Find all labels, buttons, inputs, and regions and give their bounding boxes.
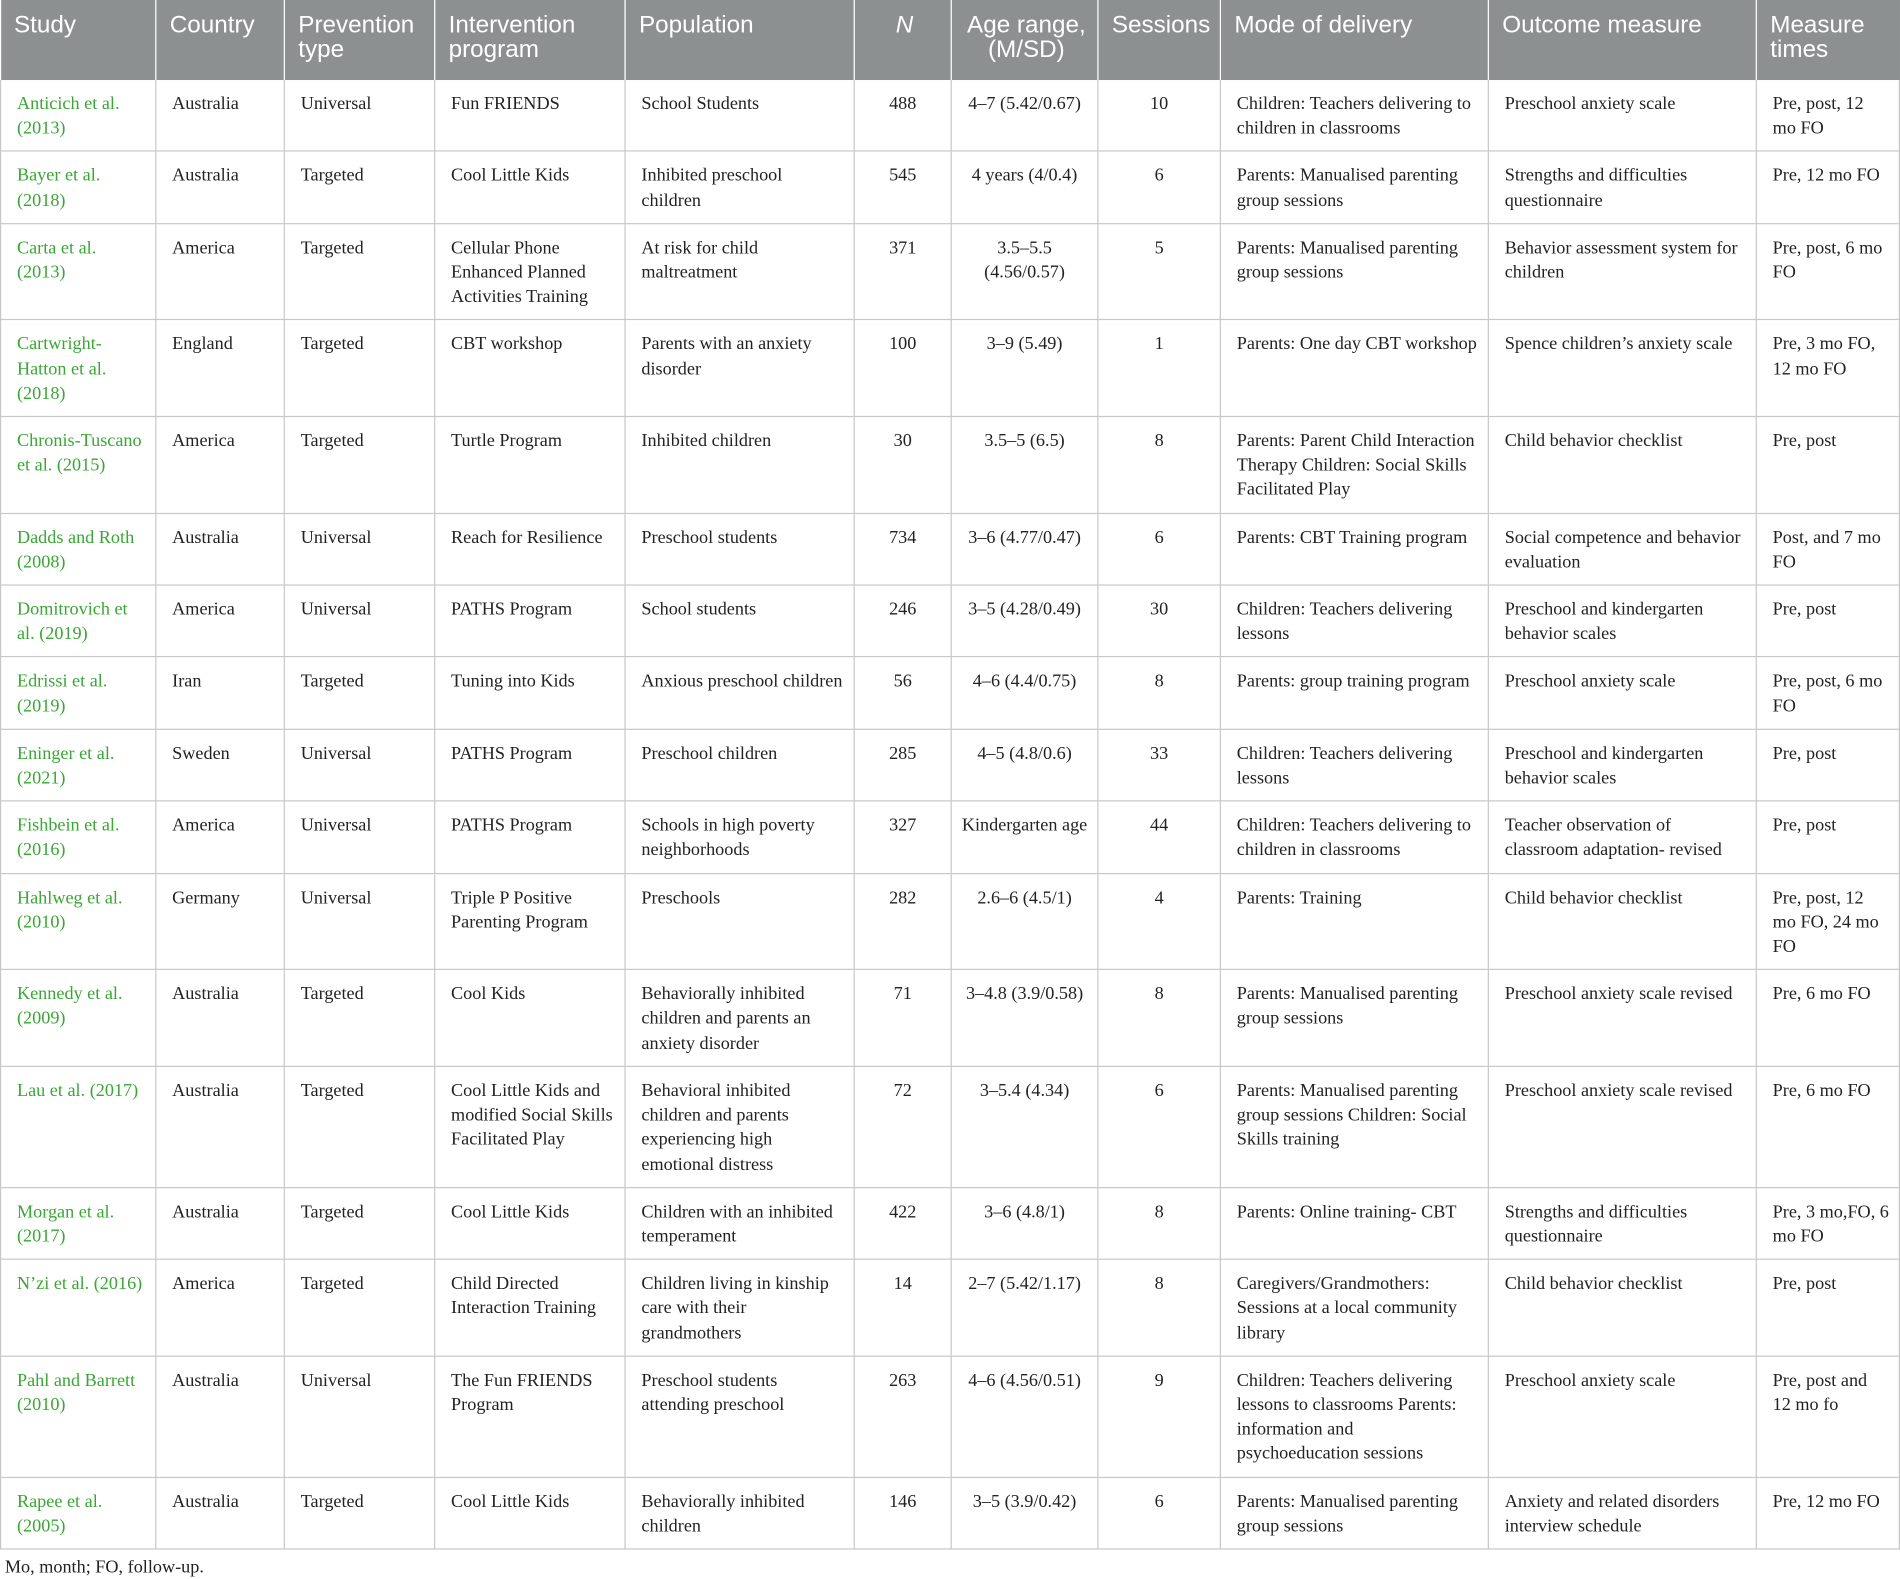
study-author-link[interactable]: Anticich et al.	[16, 94, 120, 114]
country-cell: Australia	[156, 1187, 285, 1259]
age-range-cell: 3–6 (4.77/0.47)	[951, 513, 1098, 585]
study-year-link[interactable]: 2013	[23, 263, 60, 283]
study-year-link[interactable]: 2016	[23, 840, 60, 861]
n-cell: 371	[854, 223, 951, 320]
n-cell: 14	[854, 1259, 951, 1356]
n-cell: 285	[854, 729, 951, 801]
sessions-cell: 5	[1098, 223, 1220, 320]
study-year-link[interactable]: 2008	[23, 552, 60, 573]
outcome-measure-cell: Preschool anxiety scale revised	[1488, 970, 1756, 1067]
prevention-type-cell: Targeted	[284, 970, 434, 1067]
measure-times-cell: Pre, post	[1756, 585, 1899, 657]
table-body	[1, 80, 1900, 1549]
population-cell: School Students	[625, 80, 854, 151]
study-author-link[interactable]: Dadds and Roth	[16, 528, 135, 548]
outcome-measure-cell: Child behavior checklist	[1488, 873, 1756, 970]
measure-times-cell: Pre, post, 12 mo FO, 24 mo FO	[1756, 873, 1899, 970]
country-cell: America	[156, 223, 285, 320]
prevention-type-cell: Universal	[284, 729, 434, 801]
n-cell: 488	[854, 80, 951, 151]
table-row	[1, 1259, 1900, 1356]
population-cell: Children with an inhibited temperament	[625, 1187, 854, 1259]
intervention-program-cell: PATHS Program	[435, 801, 625, 873]
country-cell: America	[156, 585, 285, 657]
n-cell: 72	[854, 1066, 951, 1187]
measure-times-cell: Pre, 6 mo FO	[1756, 1066, 1899, 1187]
population-cell: Behaviorally inhibited children	[625, 1477, 854, 1549]
col-header-sessions: Sessions	[1098, 0, 1220, 80]
intervention-program-cell: The Fun FRIENDS Program	[435, 1356, 625, 1477]
prevention-type-cell: Universal	[284, 80, 434, 151]
col-header-mode-of-delivery: Mode of delivery	[1220, 0, 1488, 80]
n-cell: 30	[854, 417, 951, 514]
study-cell: Kennedy et al. (2009)	[1, 970, 156, 1067]
n-cell: 56	[854, 657, 951, 729]
col-header-intervention-program: Intervention program	[435, 0, 625, 80]
population-cell: Preschool students attending preschool	[625, 1356, 854, 1477]
sessions-cell: 8	[1098, 417, 1220, 514]
study-year-link[interactable]: 2015	[62, 456, 100, 476]
sessions-cell: 33	[1098, 729, 1220, 801]
table-row	[1, 320, 1900, 417]
col-header-n: N	[854, 0, 951, 80]
study-author-link[interactable]: Lau et al.	[16, 1081, 86, 1101]
study-cell: Bayer et al. (2018)	[1, 151, 156, 223]
country-cell: Australia	[156, 1356, 285, 1477]
intervention-program-cell: Reach for Resilience	[435, 513, 625, 585]
study-author-link[interactable]: Edrissi et al.	[16, 672, 108, 692]
sessions-cell: 8	[1098, 1187, 1220, 1259]
intervention-program-cell: Turtle Program	[435, 417, 625, 514]
outcome-measure-cell: Preschool anxiety scale	[1488, 1356, 1756, 1477]
mode-of-delivery-cell: Parents: group training program	[1220, 657, 1488, 729]
study-year-link[interactable]: 2019	[45, 624, 82, 645]
mode-of-delivery-cell: Parents: Manualised parenting group sessions	[1220, 151, 1488, 223]
mode-of-delivery-cell: Children: Teachers delivering lessons to classrooms Parents: information and psychoeducation sessions	[1220, 1356, 1488, 1477]
n-cell: 734	[854, 513, 951, 585]
table-row	[1, 1066, 1900, 1187]
intervention-program-cell: Fun FRIENDS	[435, 80, 625, 151]
mode-of-delivery-cell: Parents: Online training- CBT	[1220, 1187, 1488, 1259]
country-cell: America	[156, 1259, 285, 1356]
measure-times-cell: Pre, post, 6 mo FO	[1756, 657, 1899, 729]
measure-times-cell: Pre, post, 12 mo FO	[1756, 80, 1899, 151]
intervention-program-cell: Cool Little Kids	[435, 1477, 625, 1549]
population-cell: Schools in high poverty neighborhoods	[625, 801, 854, 873]
population-cell: School students	[625, 585, 854, 657]
outcome-measure-cell: Social competence and behavior evaluation	[1488, 513, 1756, 585]
country-cell: Iran	[156, 657, 285, 729]
study-cell: Morgan et al. (2017)	[1, 1187, 156, 1259]
age-range-cell: Kindergarten age	[951, 801, 1098, 873]
n-cell: 146	[854, 1477, 951, 1549]
mode-of-delivery-cell: Children: Teachers delivering lessons	[1220, 729, 1488, 801]
population-cell: Preschools	[625, 873, 854, 970]
outcome-measure-cell: Preschool anxiety scale revised	[1488, 1066, 1756, 1187]
intervention-program-cell: Tuning into Kids	[435, 657, 625, 729]
table-row	[1, 970, 1900, 1067]
study-year-link[interactable]: 2018	[23, 191, 60, 211]
study-author-link[interactable]: Bayer et al.	[16, 166, 101, 187]
n-cell: 246	[854, 585, 951, 657]
study-cell: Eninger et al. (2021)	[1, 729, 156, 801]
population-cell: Parents with an anxiety disorder	[625, 320, 854, 417]
age-range-cell: 4–6 (4.56/0.51)	[951, 1356, 1098, 1477]
outcome-measure-cell: Preschool anxiety scale	[1488, 657, 1756, 729]
population-cell: At risk for child maltreatment	[625, 223, 854, 320]
intervention-program-cell: PATHS Program	[435, 585, 625, 657]
country-cell: England	[156, 320, 285, 417]
country-cell: America	[156, 417, 285, 514]
measure-times-cell: Pre, 12 mo FO	[1756, 151, 1899, 223]
measure-times-cell: Pre, 6 mo FO	[1756, 970, 1899, 1067]
n-cell: 263	[854, 1356, 951, 1477]
mode-of-delivery-cell: Parents: Training	[1220, 873, 1488, 970]
table-row	[1, 151, 1900, 223]
outcome-measure-cell: Child behavior checklist	[1488, 417, 1756, 514]
sessions-cell: 8	[1098, 1259, 1220, 1356]
table-row	[1, 657, 1900, 729]
age-range-cell: 4 years (4/0.4)	[951, 151, 1098, 223]
intervention-program-cell: Cool Kids	[435, 970, 625, 1067]
mode-of-delivery-cell: Parents: Manualised parenting group sessions Children: Social Skills training	[1220, 1066, 1488, 1187]
study-cell: Rapee et al. (2005)	[1, 1477, 156, 1549]
sessions-cell: 8	[1098, 970, 1220, 1067]
study-cell: Chronis-Tuscano et al. (2015)	[1, 417, 156, 514]
prevention-type-cell: Targeted	[284, 1187, 434, 1259]
mode-of-delivery-cell: Parents: Parent Child Interaction Therapy Children: Social Skills Facilitated Play	[1220, 417, 1488, 514]
n-cell: 71	[854, 970, 951, 1067]
age-range-cell: 3–5 (3.9/0.42)	[951, 1477, 1098, 1549]
study-year-link[interactable]: 2017	[95, 1081, 133, 1101]
population-cell: Inhibited preschool children	[625, 151, 854, 223]
population-cell: Inhibited children	[625, 417, 854, 514]
age-range-cell: 2–7 (5.42/1.17)	[951, 1259, 1098, 1356]
study-cell: Cartwright-Hatton et al. (2018)	[1, 320, 156, 417]
study-author-link[interactable]: Chronis-Tuscano et al.	[16, 431, 142, 476]
sessions-cell: 10	[1098, 80, 1220, 151]
study-author-link[interactable]: Pahl and Barrett	[16, 1370, 136, 1391]
mode-of-delivery-cell: Parents: CBT Training program	[1220, 513, 1488, 585]
age-range-cell: 3–9 (5.49)	[951, 320, 1098, 417]
population-cell: Children living in kinship care with their grandmothers	[625, 1259, 854, 1356]
sessions-cell: 6	[1098, 513, 1220, 585]
study-year-link[interactable]: 2017	[23, 1226, 60, 1247]
mode-of-delivery-cell: Children: Teachers delivering lessons	[1220, 585, 1488, 657]
table-row	[1, 1187, 1900, 1259]
col-header-country: Country	[156, 0, 285, 80]
study-year-link[interactable]: 2019	[23, 696, 60, 717]
outcome-measure-cell: Behavior assessment system for children	[1488, 223, 1756, 320]
sessions-cell: 6	[1098, 1066, 1220, 1187]
age-range-cell: 3–5.4 (4.34)	[951, 1066, 1098, 1187]
population-cell: Preschool children	[625, 729, 854, 801]
table-row	[1, 80, 1900, 151]
study-year-link[interactable]: 2013	[23, 119, 60, 139]
prevention-type-cell: Universal	[284, 585, 434, 657]
study-cell: Hahlweg et al. (2010)	[1, 873, 156, 970]
intervention-program-cell: Triple P Positive Parenting Program	[435, 873, 625, 970]
country-cell: Germany	[156, 873, 285, 970]
n-cell: 545	[854, 151, 951, 223]
study-author-link[interactable]: Rapee et al.	[16, 1492, 103, 1512]
study-cell: Fishbein et al. (2016)	[1, 801, 156, 873]
study-author-link[interactable]: N’zi et al.	[16, 1274, 90, 1294]
table-row	[1, 801, 1900, 873]
col-header-age-range: Age range, (M/SD)	[951, 0, 1098, 80]
prevention-type-cell: Targeted	[284, 223, 434, 320]
header-row	[1, 0, 1900, 80]
country-cell: Australia	[156, 970, 285, 1067]
intervention-program-cell: CBT workshop	[435, 320, 625, 417]
age-range-cell: 3–5 (4.28/0.49)	[951, 585, 1098, 657]
study-author-link[interactable]: Carta et al.	[16, 238, 97, 259]
country-cell: Australia	[156, 1066, 285, 1187]
age-range-cell: 2.6–6 (4.5/1)	[951, 873, 1098, 970]
measure-times-cell: Pre, 12 mo FO	[1756, 1477, 1899, 1549]
col-header-measure-times: Measure times	[1756, 0, 1899, 80]
col-header-population: Population	[625, 0, 854, 80]
sessions-cell: 1	[1098, 320, 1220, 417]
age-range-cell: 4–7 (5.42/0.67)	[951, 80, 1098, 151]
study-cell: Lau et al. (2017)	[1, 1066, 156, 1187]
table-row	[1, 417, 1900, 514]
age-range-cell: 3.5–5 (6.5)	[951, 417, 1098, 514]
table-row	[1, 585, 1900, 657]
mode-of-delivery-cell: Parents: Manualised parenting group sessions	[1220, 970, 1488, 1067]
age-range-cell: 4–6 (4.4/0.75)	[951, 657, 1098, 729]
prevention-type-cell: Universal	[284, 801, 434, 873]
population-cell: Anxious preschool children	[625, 657, 854, 729]
study-year-link[interactable]: 2016	[99, 1274, 137, 1294]
sessions-cell: 9	[1098, 1356, 1220, 1477]
prevention-type-cell: Targeted	[284, 320, 434, 417]
measure-times-cell: Pre, post, 6 mo FO	[1756, 223, 1899, 320]
prevention-type-cell: Universal	[284, 513, 434, 585]
study-cell: Anticich et al. (2013)	[1, 80, 156, 151]
table-row	[1, 1356, 1900, 1477]
outcome-measure-cell: Preschool and kindergarten behavior scales	[1488, 585, 1756, 657]
study-cell: Dadds and Roth (2008)	[1, 513, 156, 585]
study-author-link[interactable]: Cartwright-Hatton et al.	[16, 335, 107, 380]
intervention-program-cell: Cool Little Kids	[435, 151, 625, 223]
study-year-link[interactable]: 2010	[23, 1395, 60, 1415]
study-year-link[interactable]: 2005	[23, 1516, 60, 1536]
prevention-type-cell: Targeted	[284, 417, 434, 514]
intervention-program-cell: Cool Little Kids and modified Social Skills Facilitated Play	[435, 1066, 625, 1187]
measure-times-cell: Pre, 3 mo FO, 12 mo FO	[1756, 320, 1899, 417]
measure-times-cell: Pre, post	[1756, 417, 1899, 514]
age-range-cell: 3.5–5.5 (4.56/0.57)	[951, 223, 1098, 320]
sessions-cell: 6	[1098, 1477, 1220, 1549]
study-author-link[interactable]: Eninger et al.	[16, 744, 115, 764]
mode-of-delivery-cell: Parents: One day CBT workshop	[1220, 320, 1488, 417]
prevention-type-cell: Targeted	[284, 1066, 434, 1187]
study-cell: N’zi et al. (2016)	[1, 1259, 156, 1356]
age-range-cell: 3–6 (4.8/1)	[951, 1187, 1098, 1259]
table-row	[1, 513, 1900, 585]
col-header-outcome-measure: Outcome measure	[1488, 0, 1756, 80]
measure-times-cell: Post, and 7 mo FO	[1756, 513, 1899, 585]
prevention-type-cell: Targeted	[284, 151, 434, 223]
country-cell: Australia	[156, 151, 285, 223]
prevention-type-cell: Targeted	[284, 657, 434, 729]
mode-of-delivery-cell: Parents: Manualised parenting group sessions	[1220, 1477, 1488, 1549]
population-cell: Behaviorally inhibited children and parents an anxiety disorder	[625, 970, 854, 1067]
study-year-link[interactable]: 2010	[23, 912, 60, 933]
sessions-cell: 4	[1098, 873, 1220, 970]
age-range-cell: 3–4.8 (3.9/0.58)	[951, 970, 1098, 1067]
mode-of-delivery-cell: Caregivers/Grandmothers: Sessions at a local community library	[1220, 1259, 1488, 1356]
intervention-program-cell: PATHS Program	[435, 729, 625, 801]
study-cell: Domitrovich et al. (2019)	[1, 585, 156, 657]
study-cell: Carta et al. (2013)	[1, 223, 156, 320]
outcome-measure-cell: Teacher observation of classroom adaptation- revised	[1488, 801, 1756, 873]
mode-of-delivery-cell: Parents: Manualised parenting group sessions	[1220, 223, 1488, 320]
table-footnote: Mo, month; FO, follow-up.	[4, 1557, 204, 1578]
n-cell: 282	[854, 873, 951, 970]
intervention-program-cell: Cool Little Kids	[435, 1187, 625, 1259]
study-author-link[interactable]: Fishbein et al.	[16, 816, 120, 836]
sessions-cell: 30	[1098, 585, 1220, 657]
study-cell: Pahl and Barrett (2010)	[1, 1356, 156, 1477]
outcome-measure-cell: Anxiety and related disorders interview schedule	[1488, 1477, 1756, 1549]
study-cell: Edrissi et al. (2019)	[1, 657, 156, 729]
country-cell: America	[156, 801, 285, 873]
study-author-link[interactable]: Hahlweg et al.	[16, 888, 123, 908]
study-year-link[interactable]: 2021	[23, 768, 60, 789]
study-author-link[interactable]: Domitrovich et al.	[16, 600, 128, 645]
outcome-measure-cell: Spence children’s anxiety scale	[1488, 320, 1756, 417]
study-year-link[interactable]: 2018	[23, 384, 60, 404]
outcome-measure-cell: Child behavior checklist	[1488, 1259, 1756, 1356]
prevention-type-cell: Universal	[284, 873, 434, 970]
study-year-link[interactable]: 2009	[23, 1009, 60, 1029]
mode-of-delivery-cell: Children: Teachers delivering to children in classrooms	[1220, 80, 1488, 151]
population-cell: Behavioral inhibited children and parents experiencing high emotional distress	[625, 1066, 854, 1187]
table-row	[1, 729, 1900, 801]
country-cell: Australia	[156, 1477, 285, 1549]
outcome-measure-cell: Strengths and difficulties questionnaire	[1488, 151, 1756, 223]
country-cell: Sweden	[156, 729, 285, 801]
age-range-cell: 4–5 (4.8/0.6)	[951, 729, 1098, 801]
col-header-study: Study	[1, 0, 156, 80]
sessions-cell: 44	[1098, 801, 1220, 873]
measure-times-cell: Pre, 3 mo,FO, 6 mo FO	[1756, 1187, 1899, 1259]
measure-times-cell: Pre, post	[1756, 729, 1899, 801]
population-cell: Preschool students	[625, 513, 854, 585]
measure-times-cell: Pre, post and 12 mo fo	[1756, 1356, 1899, 1477]
n-cell: 100	[854, 320, 951, 417]
table-row	[1, 873, 1900, 970]
sessions-cell: 6	[1098, 151, 1220, 223]
outcome-measure-cell: Preschool and kindergarten behavior scales	[1488, 729, 1756, 801]
n-cell: 327	[854, 801, 951, 873]
study-author-link[interactable]: Kennedy et al.	[16, 984, 123, 1005]
outcome-measure-cell: Strengths and difficulties questionnaire	[1488, 1187, 1756, 1259]
sessions-cell: 8	[1098, 657, 1220, 729]
table-row	[1, 223, 1900, 320]
country-cell: Australia	[156, 513, 285, 585]
measure-times-cell: Pre, post	[1756, 1259, 1899, 1356]
mode-of-delivery-cell: Children: Teachers delivering to children in classrooms	[1220, 801, 1488, 873]
prevention-type-cell: Universal	[284, 1356, 434, 1477]
study-author-link[interactable]: Morgan et al.	[16, 1202, 115, 1222]
intervention-program-cell: Child Directed Interaction Training	[435, 1259, 625, 1356]
n-cell: 422	[854, 1187, 951, 1259]
prevention-type-cell: Targeted	[284, 1477, 434, 1549]
outcome-measure-cell: Preschool anxiety scale	[1488, 80, 1756, 151]
country-cell: Australia	[156, 80, 285, 151]
intervention-program-cell: Cellular Phone Enhanced Planned Activities Training	[435, 223, 625, 320]
prevention-type-cell: Targeted	[284, 1259, 434, 1356]
col-header-prevention-type: Prevention type	[284, 0, 434, 80]
table-row	[1, 1477, 1900, 1549]
measure-times-cell: Pre, post	[1756, 801, 1899, 873]
